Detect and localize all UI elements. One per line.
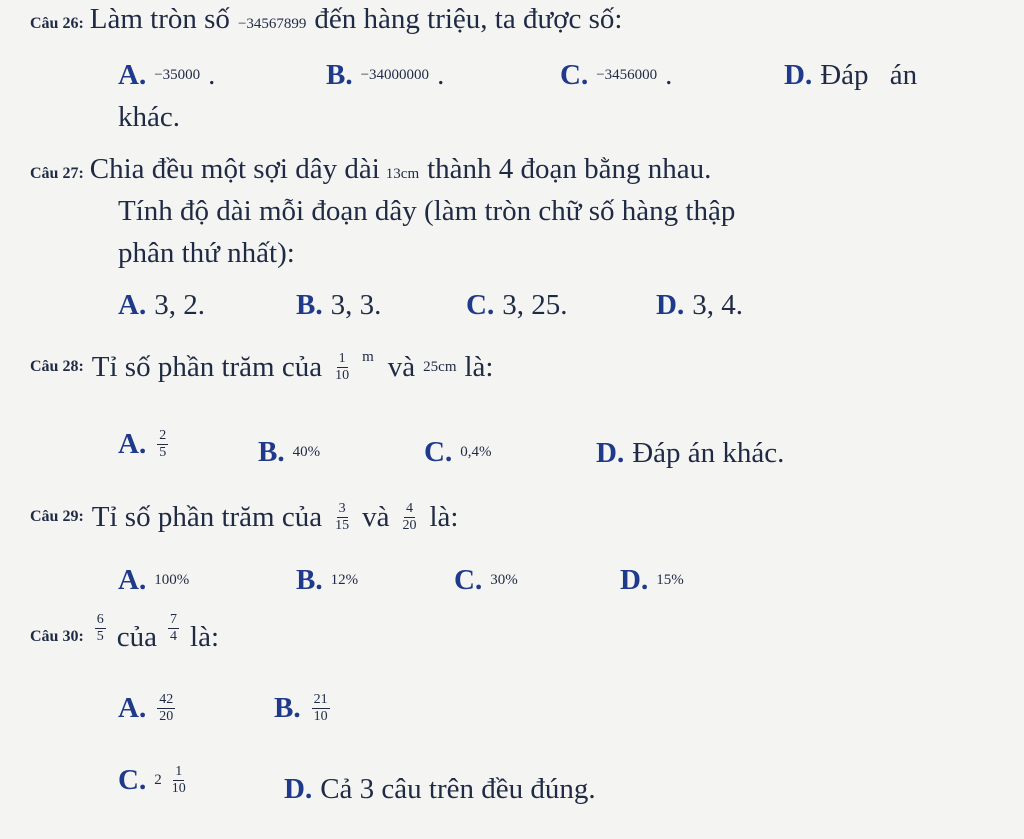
question-26-label: Câu 26: — [30, 15, 84, 32]
option-end: . — [437, 59, 445, 91]
question-30-option-b — [274, 692, 333, 725]
fraction-numerator: 1 — [338, 350, 346, 366]
question-28-unit: m — [362, 348, 374, 365]
option-value: 12% — [330, 572, 359, 588]
option-letter: B. — [258, 436, 285, 468]
question-26-text-b: đến hàng triệu, ta được số: — [314, 3, 623, 35]
question-26-option-d-continued: khác. — [118, 101, 180, 133]
question-30-text-a: của — [116, 621, 158, 653]
mixed-number-whole: 2 — [154, 772, 162, 788]
question-26-option-d — [784, 58, 917, 92]
question-29-stem — [30, 500, 458, 534]
option-letter: C. — [560, 58, 589, 91]
question-27-option-d — [656, 288, 743, 322]
question-30-option-c — [118, 764, 191, 797]
question-27-length: 13cm — [385, 166, 420, 182]
option-value: −35000 — [154, 66, 201, 83]
option-value: 0,4% — [460, 444, 492, 460]
question-30-fraction-2 — [168, 612, 179, 645]
option-fraction — [157, 692, 175, 725]
option-value: 3, 3. — [330, 289, 382, 321]
question-28-text-a: Tỉ số phần trăm của — [91, 351, 323, 383]
question-28-label: Câu 28: — [30, 358, 84, 375]
option-value: 3, 4. — [692, 289, 743, 321]
question-29-option-d — [620, 564, 684, 597]
fraction-denominator: 5 — [96, 628, 104, 644]
fraction-denominator: 10 — [313, 709, 328, 724]
question-26-option-b — [326, 58, 444, 92]
option-value: 3, 25. — [502, 289, 568, 321]
question-27-option-c — [466, 288, 567, 322]
fraction-denominator: 10 — [335, 367, 350, 383]
option-value: 15% — [656, 572, 684, 588]
question-29-option-b — [296, 564, 358, 597]
option-letter: B. — [326, 58, 353, 91]
option-value: 100% — [154, 572, 190, 588]
question-27-line-2: Tính độ dài mỗi đoạn dây (làm tròn chữ số hàng thập — [118, 195, 736, 227]
fraction-denominator: 20 — [159, 709, 174, 724]
question-29-fraction-2 — [400, 501, 418, 534]
option-letter: D. — [596, 436, 625, 469]
question-30-stem — [30, 611, 220, 654]
question-28-option-a — [118, 428, 171, 461]
option-letter: C. — [424, 436, 453, 468]
question-28-option-c — [424, 436, 491, 469]
question-30-option-a — [118, 692, 178, 725]
question-30-option-d — [284, 772, 596, 806]
fraction-numerator: 1 — [175, 764, 183, 779]
option-value: 30% — [490, 572, 518, 588]
fraction-denominator: 5 — [159, 445, 167, 460]
option-letter: C. — [118, 764, 147, 796]
question-26-text-a: Làm tròn số — [89, 3, 230, 35]
question-28-option-d — [596, 436, 784, 470]
question-28-stem — [30, 350, 493, 384]
option-letter: B. — [296, 288, 323, 321]
fraction-denominator: 20 — [402, 517, 417, 533]
question-27-option-b — [296, 288, 381, 322]
question-27-line-3: phân thứ nhất): — [118, 237, 295, 269]
question-30-text-b: là: — [190, 621, 220, 653]
option-value: 40% — [292, 444, 321, 460]
question-27-text-a: Chia đều một sợi dây dài — [89, 153, 380, 185]
option-value: −34000000 — [360, 66, 430, 83]
question-26-stem — [30, 2, 623, 36]
fraction-denominator: 4 — [170, 628, 178, 644]
question-28-text-c: là: — [464, 351, 494, 383]
question-29-fraction-1 — [333, 501, 351, 534]
question-27-option-a — [118, 288, 205, 322]
option-letter: B. — [296, 564, 323, 596]
fraction-numerator: 6 — [96, 611, 104, 627]
option-end: . — [665, 59, 673, 91]
option-letter: D. — [784, 58, 813, 91]
question-29-text-c: là: — [429, 501, 459, 533]
question-27-text-b: thành 4 đoạn bằng nhau. — [427, 153, 712, 185]
question-28-length: 25cm — [423, 358, 457, 375]
fraction-denominator: 15 — [335, 517, 350, 533]
fraction-numerator: 7 — [170, 611, 178, 627]
question-28-fraction — [333, 351, 351, 384]
option-value: 3, 2. — [154, 289, 205, 321]
option-fraction — [312, 692, 330, 725]
option-value: Cả 3 câu trên đều đúng. — [320, 773, 596, 805]
fraction-denominator: 10 — [171, 781, 186, 796]
option-letter: D. — [620, 564, 649, 596]
option-letter: C. — [454, 564, 483, 596]
question-29-option-c — [454, 564, 518, 597]
option-letter: B. — [274, 692, 301, 724]
fraction-numerator: 2 — [159, 428, 167, 443]
fraction-numerator: 21 — [313, 692, 328, 707]
question-26-option-a — [118, 58, 215, 92]
question-29-label: Câu 29: — [30, 508, 84, 525]
option-letter: C. — [466, 288, 495, 321]
option-letter: A. — [118, 692, 147, 724]
option-fraction — [157, 428, 168, 461]
option-end: . — [208, 59, 216, 91]
option-value: Đáp án khác. — [632, 437, 785, 469]
option-value: Đáp án — [820, 59, 918, 91]
question-29-option-a — [118, 564, 189, 597]
fraction-numerator: 42 — [159, 692, 174, 707]
option-letter: D. — [284, 772, 313, 805]
question-29-text-a: Tỉ số phần trăm của — [91, 501, 323, 533]
option-letter: A. — [118, 564, 147, 596]
question-27-label: Câu 27: — [30, 165, 84, 182]
question-26-number: −34567899 — [237, 16, 307, 32]
question-29-text-b: và — [362, 501, 390, 533]
fraction-numerator: 3 — [338, 500, 346, 516]
option-letter: A. — [118, 58, 147, 91]
question-28-text-b: và — [387, 351, 416, 383]
option-fraction — [170, 764, 188, 797]
fraction-numerator: 4 — [405, 500, 413, 516]
option-letter: D. — [656, 288, 685, 321]
question-26-option-c — [560, 58, 672, 92]
question-28-option-b — [258, 436, 320, 469]
option-letter: A. — [118, 428, 147, 460]
question-30-fraction-1 — [95, 612, 106, 645]
question-27-stem — [30, 152, 711, 186]
option-letter: A. — [118, 288, 147, 321]
question-30-label: Câu 30: — [30, 628, 84, 645]
option-value: −3456000 — [596, 66, 658, 83]
